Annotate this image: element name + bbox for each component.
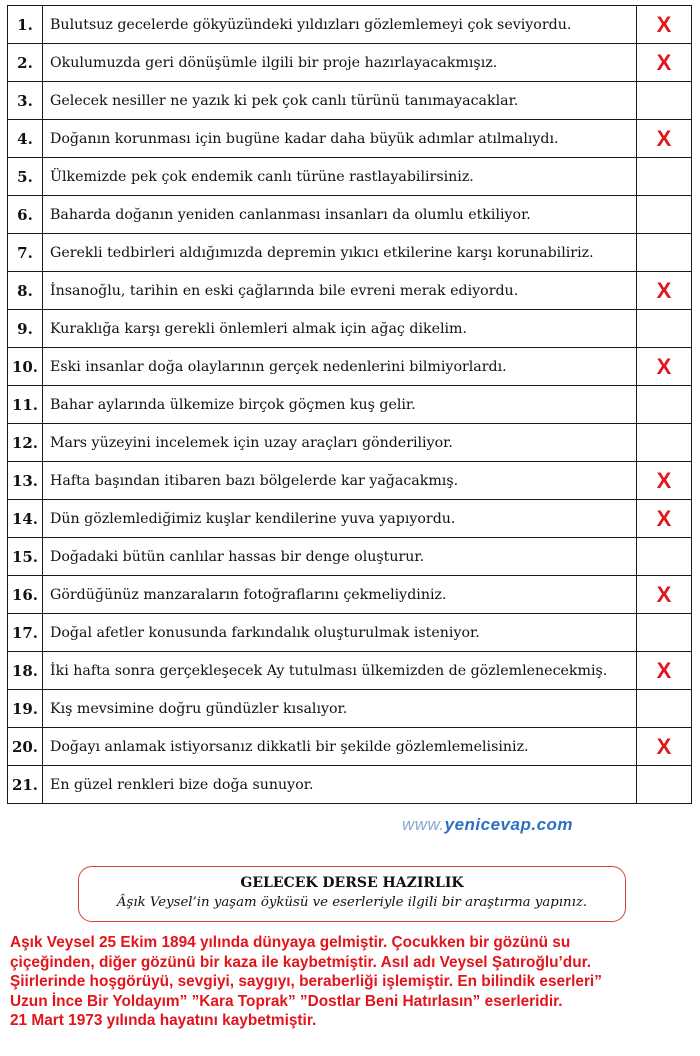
table-row	[8, 120, 692, 158]
row-number: 5.	[8, 158, 43, 196]
answer-mark	[637, 310, 692, 348]
row-number: 14.	[8, 500, 43, 538]
sentence-text: Kış mevsimine doğru gündüzler kısalıyor.	[43, 690, 637, 728]
answer-mark: X	[637, 348, 692, 386]
table-row	[8, 614, 692, 652]
next-lesson-instruction: Âşık Veysel’in yaşam öyküsü ve eserleriyle ilgili bir araştırma yapınız.	[116, 895, 588, 910]
next-lesson-title: GELECEK DERSE HAZIRLIK	[240, 875, 464, 891]
row-number: 3.	[8, 82, 43, 120]
answer-mark	[637, 424, 692, 462]
answer-mark	[637, 690, 692, 728]
answer-line: Uzun İnce Bir Yoldayım” ”Kara Toprak” ”Dostlar Beni Hatırlasın” eserleridir.	[10, 992, 563, 1010]
row-number: 19.	[8, 690, 43, 728]
sentence-text: Doğanın korunması için bugüne kadar daha büyük adımlar atılmalıydı.	[43, 120, 637, 158]
sentence-text: Ülkemizde pek çok endemik canlı türüne rastlayabilirsiniz.	[43, 158, 637, 196]
answer-mark: X	[637, 576, 692, 614]
table-row	[8, 272, 692, 310]
table-row	[8, 348, 692, 386]
table-row	[8, 6, 692, 44]
answer-line: çiçeğinden, diğer gözünü bir kaza ile kaybetmiştir. Asıl adı Veysel Şatıroğlu’dur.	[10, 953, 592, 971]
answer-mark	[637, 386, 692, 424]
sentence-text: Dün gözlemlediğimiz kuşlar kendilerine yuva yapıyordu.	[43, 500, 637, 538]
sentence-text: Doğadaki bütün canlılar hassas bir denge oluşturur.	[43, 538, 637, 576]
sentence-text: Kuraklığa karşı gerekli önlemleri almak için ağaç dikelim.	[43, 310, 637, 348]
row-number: 20.	[8, 728, 43, 766]
table-row	[8, 690, 692, 728]
table-row	[8, 44, 692, 82]
table-row	[8, 500, 692, 538]
sentence-text: Baharda doğanın yeniden canlanması insanları da olumlu etkiliyor.	[43, 196, 637, 234]
table-row	[8, 158, 692, 196]
sentence-text: Bahar aylarında ülkemize birçok göçmen kuş gelir.	[43, 386, 637, 424]
answer-text	[10, 933, 690, 1031]
row-number: 11.	[8, 386, 43, 424]
sentence-text: Gerekli tedbirleri aldığımızda depremin yıkıcı etkilerine karşı korunabiliriz.	[43, 234, 637, 272]
answer-mark	[637, 766, 692, 804]
answer-line: Aşık Veysel 25 Ekim 1894 yılında dünyaya gelmiştir. Çocukken bir gözünü su	[10, 934, 571, 951]
answer-mark: X	[637, 272, 692, 310]
row-number: 13.	[8, 462, 43, 500]
sentence-text: İki hafta sonra gerçekleşecek Ay tutulması ülkemizden de gözlemlenecekmiş.	[43, 652, 637, 690]
sentence-text: Gelecek nesiller ne yazık ki pek çok canlı türünü tanımayacaklar.	[43, 82, 637, 120]
row-number: 15.	[8, 538, 43, 576]
site-watermark	[402, 815, 573, 835]
answer-mark: X	[637, 44, 692, 82]
row-number: 17.	[8, 614, 43, 652]
row-number: 6.	[8, 196, 43, 234]
row-number: 4.	[8, 120, 43, 158]
answer-line: Şiirlerinde hoşgörüyü, sevgiyi, saygıyı, beraberliği işlemiştir. En bilindik eserleri”	[10, 973, 602, 991]
sentence-text: Mars yüzeyini incelemek için uzay araçları gönderiliyor.	[43, 424, 637, 462]
table-row	[8, 576, 692, 614]
sentence-text: Bulutsuz gecelerde gökyüzündeki yıldızları gözlemlemeyi çok seviyordu.	[43, 6, 637, 44]
row-number: 7.	[8, 234, 43, 272]
sentence-text: Gördüğünüz manzaraların fotoğraflarını çekmeliydiniz.	[43, 576, 637, 614]
answer-mark	[637, 538, 692, 576]
table-row	[8, 234, 692, 272]
table-row	[8, 424, 692, 462]
table-row	[8, 196, 692, 234]
sentence-text: İnsanoğlu, tarihin en eski çağlarında bile evreni merak ediyordu.	[43, 272, 637, 310]
row-number: 12.	[8, 424, 43, 462]
sentence-text: Doğal afetler konusunda farkındalık oluşturulmak isteniyor.	[43, 614, 637, 652]
answer-mark: X	[637, 500, 692, 538]
answer-mark: X	[637, 728, 692, 766]
table-row	[8, 652, 692, 690]
table-row	[8, 82, 692, 120]
row-number: 2.	[8, 44, 43, 82]
sentence-text: Doğayı anlamak istiyorsanız dikkatli bir şekilde gözlemlemelisiniz.	[43, 728, 637, 766]
answer-mark	[637, 614, 692, 652]
table-row	[8, 728, 692, 766]
row-number: 1.	[8, 6, 43, 44]
watermark-brand: yenicevap.com	[444, 815, 574, 834]
row-number: 18.	[8, 652, 43, 690]
row-number: 9.	[8, 310, 43, 348]
row-number: 16.	[8, 576, 43, 614]
sentence-text: Okulumuzda geri dönüşümle ilgili bir proje hazırlayacakmışız.	[43, 44, 637, 82]
watermark-prefix: www.	[402, 815, 445, 834]
next-lesson-box	[78, 866, 626, 922]
answer-mark: X	[637, 462, 692, 500]
answer-mark	[637, 158, 692, 196]
row-number: 21.	[8, 766, 43, 804]
answer-mark	[637, 82, 692, 120]
table-row	[8, 386, 692, 424]
table-row	[8, 462, 692, 500]
sentence-text: Hafta başından itibaren bazı bölgelerde kar yağacakmış.	[43, 462, 637, 500]
answer-mark: X	[637, 652, 692, 690]
table-row	[8, 766, 692, 804]
sentence-table	[7, 5, 692, 804]
row-number: 10.	[8, 348, 43, 386]
sentence-text: Eski insanlar doğa olaylarının gerçek nedenlerini bilmiyorlardı.	[43, 348, 637, 386]
answer-mark	[637, 234, 692, 272]
table-row	[8, 310, 692, 348]
sentence-text: En güzel renkleri bize doğa sunuyor.	[43, 766, 637, 804]
answer-mark	[637, 196, 692, 234]
answer-mark: X	[637, 6, 692, 44]
row-number: 8.	[8, 272, 43, 310]
table-row	[8, 538, 692, 576]
answer-line: 21 Mart 1973 yılında hayatını kaybetmiştir.	[10, 1012, 317, 1030]
answer-mark: X	[637, 120, 692, 158]
